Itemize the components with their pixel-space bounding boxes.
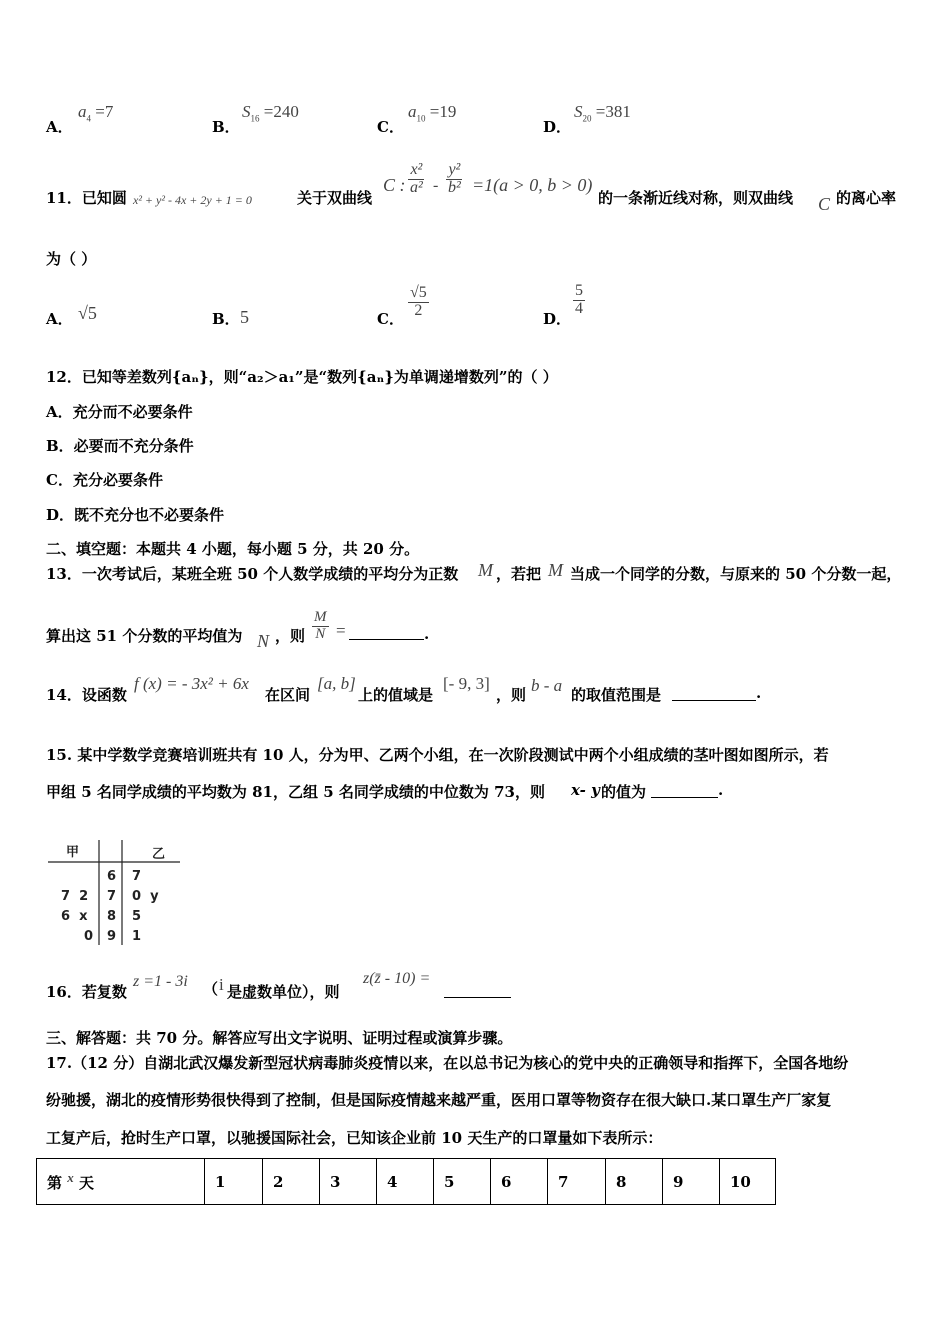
math-var: a: [78, 102, 87, 121]
q13-line2a: 算出这 51 个分数的平均值为: [46, 627, 243, 645]
q15-line1: 15. 某中学数学竞赛培训班共有 10 人，分为甲、乙两个小组，在一次阶段测试中两个小组成绩的茎叶图如图所示，若: [46, 746, 829, 764]
right-leaves: 7: [132, 869, 142, 884]
stem-value: 6: [107, 869, 117, 884]
math-sub: 20: [582, 113, 592, 124]
header-text: 第: [47, 1174, 63, 1192]
q11-hyper-c: C :: [383, 175, 406, 195]
q11-option-a-math: √5: [78, 303, 97, 323]
q12-option-c[interactable]: C．充分必要条件: [46, 471, 163, 489]
q14-a: 14．设函数: [46, 686, 127, 704]
math-rhs: =7: [95, 102, 114, 121]
q12-stem: 12．已知等差数列{aₙ}，则“a₂＞a₁”是“数列{aₙ}为单调递增数列”的（ ）: [46, 368, 558, 386]
q17-line3: 工复产后，抢时生产口罩，以驰援国际社会，已知该企业前 10 天生产的口罩量如下表所示：: [46, 1129, 663, 1147]
table-row: [37, 1159, 776, 1205]
q10-option-a[interactable]: [46, 116, 73, 137]
q10-option-b[interactable]: [212, 116, 240, 137]
q13-line1b: ，若把: [496, 565, 542, 583]
q14-e: 的取值范围是: [571, 686, 662, 704]
q14-function: f (x) = - 3x² + 6x: [134, 674, 249, 693]
q10-option-d-math: [574, 102, 631, 123]
q17-line2: 纷驰援，湖北的疫情形势很快得到了控制，但是国际疫情越来越严重，医用口罩等物资存在很大缺口.某口罩生产厂家复: [46, 1091, 832, 1109]
q13-line2b: ，则: [275, 627, 306, 645]
q10-option-d[interactable]: [543, 116, 571, 137]
production-table: [36, 1158, 776, 1205]
q16-expr: z(z̄ - 10) =: [363, 970, 431, 987]
q16-a: 16．若复数: [46, 983, 127, 1001]
table-cell: 9: [663, 1159, 720, 1205]
q11-prefix: 11．已知圆: [46, 189, 127, 207]
table-cell: 4: [377, 1159, 434, 1205]
right-leaves: 1: [132, 929, 142, 944]
q16-answer-blank[interactable]: [444, 981, 511, 1002]
q16-z: z =1 - 3i: [133, 973, 188, 990]
option-letter: B．: [212, 118, 240, 136]
frac-num: M: [314, 609, 327, 625]
frac-den: a²: [410, 178, 423, 196]
math-sub: 16: [250, 113, 260, 124]
q11-option-a[interactable]: A．: [46, 310, 73, 328]
q15-line2b: 的值为: [601, 783, 647, 801]
math-var: S: [242, 102, 251, 121]
q17-line1: 17.（12 分）自湖北武汉爆发新型冠状病毒肺炎疫情以来，在以总书记为核心的党中央的正确领导和指挥下，全国各地纷: [46, 1054, 849, 1072]
header-var: x: [67, 1170, 74, 1185]
math-rhs: =381: [595, 102, 631, 121]
q11-option-b-math: 5: [240, 307, 249, 327]
q13-line1c: 当成一个同学的分数，与原来的 50 个分数一起，: [570, 565, 902, 583]
q11-option-d[interactable]: D．: [543, 310, 572, 328]
q11-option-c-math: [408, 285, 429, 320]
q13-end: .: [424, 625, 430, 643]
frac-num: y²: [448, 161, 461, 178]
stem-value: 9: [107, 929, 117, 944]
table-cell: 2: [263, 1159, 320, 1205]
option-letter: D．: [543, 118, 572, 136]
q11-option-c[interactable]: C．: [377, 310, 404, 328]
q11-mid-text: 关于双曲线: [297, 189, 373, 207]
math-rhs: =19: [429, 102, 457, 121]
q14-end: .: [756, 684, 762, 702]
frac-den: 4: [575, 299, 583, 317]
math-sub: 4: [86, 113, 91, 124]
math-var: a: [408, 102, 417, 121]
q14-c: 上的值域是: [358, 686, 434, 704]
q10-option-c-math: [408, 102, 456, 123]
stem-leaf-header-right: 乙: [152, 847, 166, 862]
q11-hyper-frac1: [408, 162, 425, 197]
q13-equals: =: [336, 621, 346, 640]
table-cell: 6: [491, 1159, 548, 1205]
table-cell: 7: [548, 1159, 606, 1205]
q14-d: ，则: [496, 686, 527, 704]
frac-num: √5: [410, 284, 427, 301]
math-rhs: =240: [263, 102, 299, 121]
frac-den: 2: [414, 301, 423, 319]
math-var: S: [574, 102, 583, 121]
q14-interval: [a, b]: [317, 674, 356, 693]
math-sub: 10: [416, 113, 426, 124]
table-cell: 5: [434, 1159, 491, 1205]
q15-xy: x- y: [571, 781, 600, 799]
q11-suffix1: 的一条渐近线对称，则双曲线: [598, 189, 794, 207]
left-leaves: 6 x: [61, 909, 88, 924]
q11-option-d-math: [573, 283, 585, 318]
option-letter: C．: [377, 118, 404, 136]
frac-num: 5: [575, 282, 583, 299]
q13-m: M: [478, 560, 493, 580]
left-leaves: 7 2: [61, 889, 89, 904]
stem-leaf-plot: [40, 835, 185, 950]
section-heading-fill-in: 二、填空题：本题共 4 小题，每小题 5 分，共 20 分。: [46, 540, 420, 558]
q11-hyper-minus: -: [433, 177, 439, 194]
q14-b: 在区间: [265, 686, 311, 704]
table-cell: 8: [606, 1159, 663, 1205]
q15-end: .: [718, 781, 724, 799]
q11-circle-equation: x² + y² - 4x + 2y + 1 = 0: [133, 193, 252, 207]
q14-answer-blank[interactable]: [672, 684, 756, 705]
q10-option-b-math: [242, 102, 299, 123]
q16-b: （: [203, 980, 219, 998]
header-text: 天: [78, 1174, 94, 1192]
q11-option-b[interactable]: B．: [212, 310, 240, 328]
option-letter: A．: [46, 118, 73, 136]
frac-den: b²: [448, 178, 461, 196]
stem-leaf-header-left: 甲: [66, 845, 80, 860]
q13-fraction: [312, 610, 329, 643]
left-leaves: 0: [84, 929, 94, 944]
frac-num: x²: [410, 161, 423, 178]
q11-suffix2: 的离心率: [836, 189, 897, 207]
frac-den: N: [315, 625, 326, 642]
q15-answer-blank[interactable]: [651, 781, 718, 802]
table-cell: 3: [320, 1159, 377, 1205]
right-leaves: 5: [132, 909, 142, 924]
q11-line2: 为（ ）: [46, 250, 97, 268]
stem-value: 8: [107, 909, 117, 924]
q13-m2: M: [548, 560, 563, 580]
q12-option-a[interactable]: A．充分而不必要条件: [46, 403, 193, 421]
table-header-cell: [37, 1159, 205, 1205]
q13-answer-blank[interactable]: [349, 623, 424, 644]
q16-i: i: [219, 975, 224, 994]
q11-hyper-frac2: [446, 162, 463, 197]
right-leaves: 0 y: [132, 889, 159, 904]
q11-hyper-cond: =1(a > 0, b > 0): [472, 175, 593, 195]
q12-option-b[interactable]: B．必要而不充分条件: [46, 437, 194, 455]
q13-n: N: [257, 631, 270, 651]
q11-c: C: [818, 194, 831, 214]
q16-c: 是虚数单位），则: [227, 983, 340, 1001]
q14-range: [- 9, 3]: [443, 674, 490, 693]
table-cell: 1: [205, 1159, 263, 1205]
section-heading-solutions: 三、解答题：共 70 分。解答应写出文字说明、证明过程或演算步骤。: [46, 1029, 513, 1047]
q14-expr: b - a: [531, 676, 563, 695]
q13-line1a: 13．一次考试后，某班全班 50 个人数学成绩的平均分为正数: [46, 565, 459, 583]
q15-line2a: 甲组 5 名同学成绩的平均数为 81，乙组 5 名同学成绩的中位数为 73，则: [46, 783, 545, 801]
q10-option-c[interactable]: [377, 116, 404, 137]
q10-option-a-math: [78, 102, 113, 123]
stem-value: 7: [107, 889, 117, 904]
q12-option-d[interactable]: D．既不充分也不必要条件: [46, 506, 225, 524]
table-cell: 10: [720, 1159, 776, 1205]
